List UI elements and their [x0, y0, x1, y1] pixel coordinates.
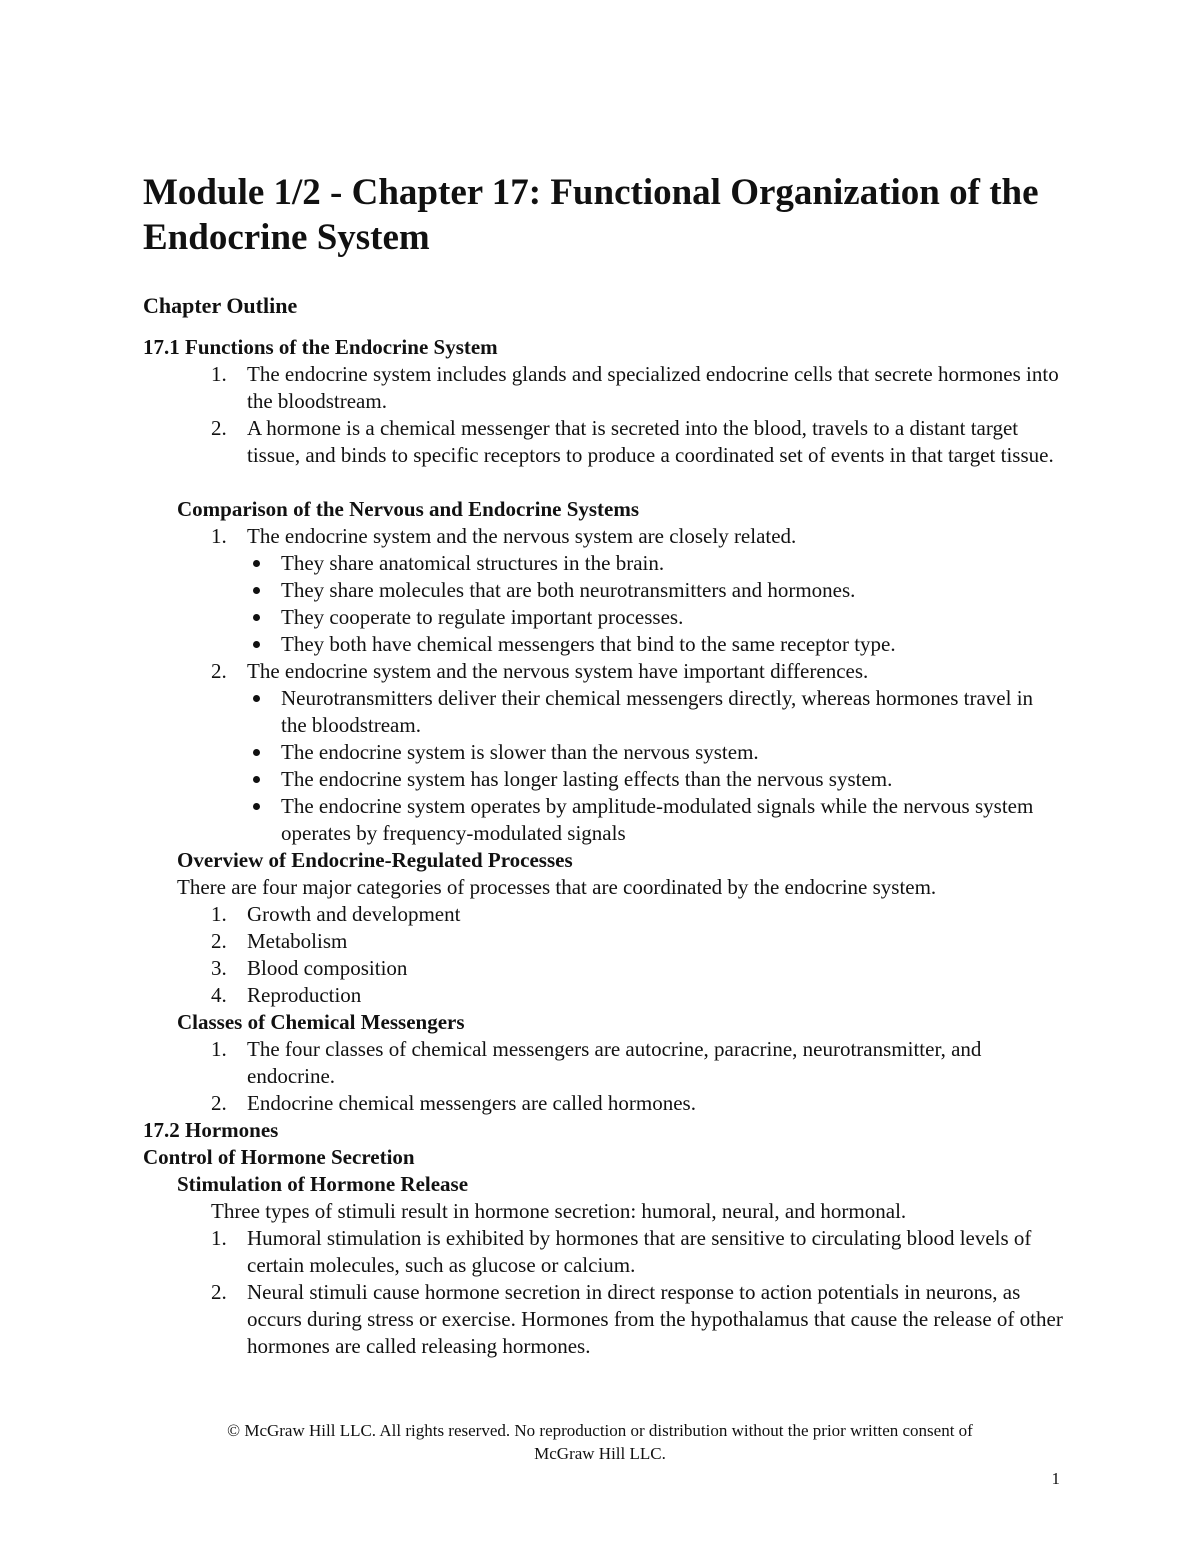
bullet-item: The endocrine system has longer lasting effects than the nervous system.	[247, 766, 1063, 793]
list-item: 2. The endocrine system and the nervous system have important differences.	[211, 659, 869, 683]
classes-heading: Classes of Chemical Messengers	[177, 1010, 465, 1034]
list-item: 4. Reproduction	[211, 983, 362, 1007]
comparison-bullets-1	[247, 550, 1063, 658]
list-item: 1. The four classes of chemical messengers are autocrine, paracrine, neurotransmitter, and endocrine.	[211, 1037, 982, 1088]
bullet-item: They share anatomical structures in the brain.	[247, 550, 1063, 577]
comparison-bullets-2	[247, 685, 1063, 847]
bullet-icon	[253, 695, 260, 702]
bullet-item: The endocrine system is slower than the nervous system.	[247, 739, 1063, 766]
list-item: 2. A hormone is a chemical messenger that is secreted into the blood, travels to a distant target tissue, and binds to specific receptors to produce a coordinated set of events in that target tissue.	[211, 416, 1054, 467]
bullet-icon	[253, 776, 260, 783]
bullet-icon	[253, 614, 260, 621]
document-title: Module 1/2 - Chapter 17: Functional Organization of the Endocrine System	[143, 172, 1039, 258]
comparison-list	[211, 523, 1063, 550]
list-item: 3. Blood composition	[211, 956, 408, 980]
bullet-icon	[253, 560, 260, 567]
copyright-line-1: © McGraw Hill LLC. All rights reserved. No reproduction or distribution without the prior written consent of	[227, 1421, 973, 1440]
bullet-icon	[253, 587, 260, 594]
overview-heading: Overview of Endocrine-Regulated Processes	[177, 848, 573, 872]
copyright-footer	[143, 1419, 1057, 1465]
stimulation-heading: Stimulation of Hormone Release	[177, 1172, 469, 1196]
control-heading: Control of Hormone Secretion	[143, 1145, 415, 1169]
list-item: 2. Metabolism	[211, 929, 348, 953]
bullet-item: They both have chemical messengers that bind to the same receptor type.	[247, 631, 1063, 658]
section-17-1-list	[211, 361, 1063, 469]
bullet-item: They share molecules that are both neurotransmitters and hormones.	[247, 577, 1063, 604]
overview-intro: There are four major categories of processes that are coordinated by the endocrine system.	[177, 875, 937, 899]
outline-heading: Chapter Outline	[143, 293, 298, 318]
comparison-heading: Comparison of the Nervous and Endocrine Systems	[177, 497, 640, 521]
bullet-icon	[253, 749, 260, 756]
bullet-icon	[253, 803, 260, 810]
chapter-outline	[143, 292, 1063, 1360]
stimulation-list	[211, 1225, 1063, 1360]
list-item: 1. Humoral stimulation is exhibited by hormones that are sensitive to circulating blood levels of certain molecules, such as glucose or calcium.	[211, 1226, 1032, 1277]
bullet-item: The endocrine system operates by amplitude-modulated signals while the nervous system operates by frequency-modulated signals	[247, 793, 1063, 847]
page-number: 1	[1051, 1469, 1060, 1488]
list-item: 2. Neural stimuli cause hormone secretion in direct response to action potentials in neurons, as occurs during stress or exercise. Hormones from the hypothalamus that cause the release of other hormones are called releasing hormones.	[211, 1280, 1063, 1358]
section-17-2-heading: 17.2 Hormones	[143, 1118, 279, 1142]
list-item: 1. Growth and development	[211, 902, 461, 926]
overview-list	[211, 901, 1063, 1009]
classes-list	[211, 1036, 1063, 1117]
stimulation-intro: Three types of stimuli result in hormone secretion: humoral, neural, and hormonal.	[211, 1199, 907, 1223]
bullet-item: Neurotransmitters deliver their chemical messengers directly, whereas hormones travel in the bloodstream.	[247, 685, 1063, 739]
list-item: 2. Endocrine chemical messengers are called hormones.	[211, 1091, 696, 1115]
section-17-1-heading: 17.1 Functions of the Endocrine System	[143, 335, 498, 359]
list-item: 1. The endocrine system and the nervous system are closely related.	[211, 524, 797, 548]
copyright-line-2: McGraw Hill LLC.	[534, 1444, 666, 1463]
bullet-item: They cooperate to regulate important processes.	[247, 604, 1063, 631]
bullet-icon	[253, 641, 260, 648]
list-item: 1. The endocrine system includes glands and specialized endocrine cells that secrete hormones into the bloodstream.	[211, 362, 1059, 413]
